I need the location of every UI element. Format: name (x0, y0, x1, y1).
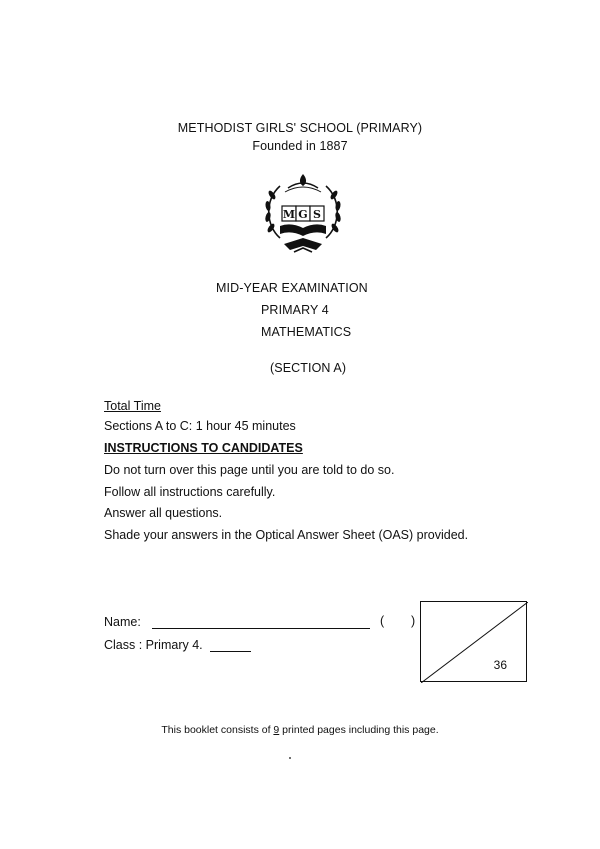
score-box (420, 601, 527, 682)
class-field[interactable] (210, 651, 251, 652)
index-close-paren: ) (411, 614, 416, 628)
exam-title: MID-YEAR EXAMINATION (216, 281, 368, 295)
total-time-detail: Sections A to C: 1 hour 45 minutes (104, 419, 296, 433)
exam-subject: MATHEMATICS (261, 325, 352, 339)
instruction-item: Do not turn over this page until you are told to do so. (104, 463, 395, 477)
svg-text:M: M (282, 208, 296, 221)
score-box-diagonal (421, 602, 528, 683)
instruction-item: Answer all questions. (104, 506, 223, 520)
name-label: Name: (104, 615, 141, 629)
instructions-heading: INSTRUCTIONS TO CANDIDATES (104, 441, 303, 455)
exam-section: (SECTION A) (270, 361, 347, 375)
svg-text:S: S (313, 208, 321, 221)
stray-dot (289, 757, 291, 759)
exam-level: PRIMARY 4 (261, 303, 329, 317)
instruction-item: Shade your answers in the Optical Answer Sheet (OAS) provided. (104, 528, 469, 542)
instruction-item: Follow all instructions carefully. (104, 485, 276, 499)
index-open-paren: ( (380, 614, 385, 628)
booklet-note-suffix: printed pages including this page. (279, 724, 439, 736)
total-time-heading: Total Time (104, 399, 161, 413)
svg-text:G: G (298, 208, 308, 221)
page-count: 9 (273, 724, 280, 736)
booklet-note (0, 724, 600, 736)
name-field[interactable] (152, 628, 370, 629)
school-crest-logo (258, 170, 348, 260)
booklet-note-prefix: This booklet consists of (161, 724, 274, 736)
founded-year: Founded in 1887 (252, 139, 348, 153)
class-label: Class : Primary 4. (104, 638, 203, 652)
school-name: METHODIST GIRLS' SCHOOL (PRIMARY) (177, 121, 423, 135)
total-marks: 36 (493, 658, 507, 672)
